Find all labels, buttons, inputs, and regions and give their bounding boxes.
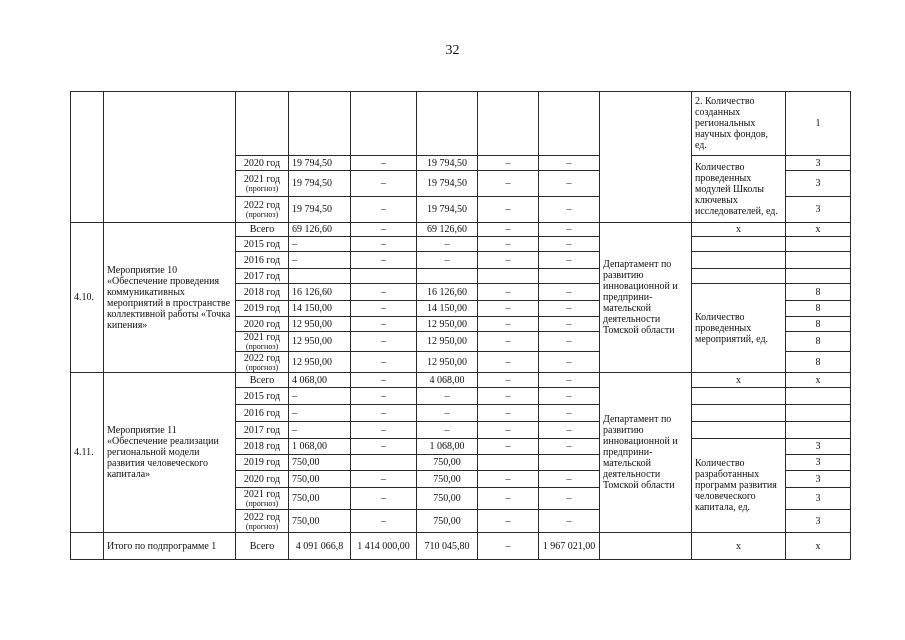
year-cell [236,269,289,284]
year-cell: Всего [236,223,289,237]
indicator-value: 3 [786,439,851,455]
year-cell [236,471,289,488]
indicator-value: 3 [786,488,851,510]
indicator-value: 8 [786,332,851,352]
amount-c5: – [539,488,600,510]
amount-total: 19 794,50 [289,156,351,171]
empty-cell [478,92,539,156]
year-cell [236,405,289,422]
amount-total: 14 150,00 [289,301,351,317]
forecast-label: (прогноз) [245,342,279,351]
indicator-value: 3 [786,156,851,171]
amount-c4: – [478,439,539,455]
amount-c2: – [351,422,417,439]
year-label: 2018 год [243,441,281,452]
amount-c5: – [539,284,600,301]
measure-name: Мероприятие 10 «Обеспечение проведения коммуникативных мероприятий в пространстве коллективной работы «Точка кипения» [104,223,236,373]
amount-c4: – [478,373,539,388]
amount-c4: – [478,301,539,317]
amount-total: 750,00 [289,455,351,471]
indicator-value: х [786,533,851,560]
amount-c4: – [478,488,539,510]
amount-c2: – [351,171,417,197]
year-cell [236,171,289,197]
amount-total: – [289,422,351,439]
year-cell [236,197,289,223]
amount-c3: 12 950,00 [417,317,478,332]
amount-c4: – [478,237,539,252]
amount-total: – [289,388,351,405]
amount-c3: 1 068,00 [417,439,478,455]
department-name: Департамент по развитию инновационной и предприни-мательской деятельности Томской области [600,223,692,373]
amount-c2: – [351,301,417,317]
forecast-label: (прогноз) [245,184,279,193]
year-label: 2022 год [243,511,281,523]
year-label: 2017 год [243,270,281,282]
amount-c2: – [351,223,417,237]
year-label: 2018 год [243,286,281,298]
year-cell [236,388,289,405]
amount-c4: – [478,171,539,197]
amount-c5: – [539,301,600,317]
amount-c2: 1 414 000,00 [351,533,417,560]
page-number: 32 [445,43,460,58]
amount-c5 [539,455,600,471]
measure-name: Мероприятие 11 «Обеспечение реализации региональной модели развития человеческого капитала» [104,373,236,533]
amount-total: 69 126,60 [289,223,351,237]
year-cell [236,156,289,171]
amount-total: – [289,237,351,252]
empty-cell [417,92,478,156]
year-cell [236,284,289,301]
empty-cell [289,92,351,156]
year-label: 2020 год [243,318,281,330]
amount-c3: 12 950,00 [417,332,478,352]
amount-c5: – [539,197,600,223]
empty-cell [786,252,851,269]
empty-cell [692,252,786,269]
amount-c3: 750,00 [417,488,478,510]
year-cell [236,252,289,269]
measure-number: 4.11. [71,373,104,533]
indicator-value: 8 [786,284,851,301]
year-label: 2020 год [243,473,281,485]
amount-c3: 69 126,60 [417,223,478,237]
indicator-value: 3 [786,197,851,223]
empty-cell [71,92,104,223]
forecast-label: (прогноз) [245,362,279,372]
amount-c5: – [539,317,600,332]
amount-c4: – [478,317,539,332]
year-cell [236,488,289,510]
amount-total: 750,00 [289,488,351,510]
indicator-value: 3 [786,455,851,471]
amount-c4: – [478,352,539,373]
year-label: 2016 год [243,254,281,266]
indicator-value: х [786,373,851,388]
amount-c5: – [539,439,600,455]
amount-c2 [351,269,417,284]
empty-cell [786,237,851,252]
amount-c4 [478,269,539,284]
year-cell [236,455,289,471]
amount-c2: – [351,471,417,488]
empty-cell [786,405,851,422]
amount-c2: – [351,352,417,373]
indicator-name: 2. Количество созданных региональных научных фондов, ед. [692,92,786,156]
amount-c2: – [351,156,417,171]
empty-cell [786,269,851,284]
year-cell [236,332,289,352]
year-label: 2022 год [243,200,281,211]
year-label: 2021 год [243,332,281,343]
amount-c4: – [478,332,539,352]
amount-total: 750,00 [289,510,351,533]
amount-total: 12 950,00 [289,332,351,352]
empty-cell [692,237,786,252]
indicator-name: х [692,533,786,560]
indicator-value: 3 [786,510,851,533]
amount-c2: – [351,284,417,301]
budget-table [70,91,851,560]
amount-c4: – [478,405,539,422]
year-cell [236,352,289,373]
amount-c3 [417,269,478,284]
amount-c4: – [478,388,539,405]
forecast-label: (прогноз) [245,521,279,531]
amount-c4: – [478,422,539,439]
amount-c2 [351,455,417,471]
amount-c3: 16 126,60 [417,284,478,301]
year-label: 2016 год [243,407,281,419]
amount-c5: – [539,252,600,269]
amount-c4: – [478,156,539,171]
empty-cell [786,422,851,439]
department-name: Департамент по развитию инновационной и предприни-мательской деятельности Томской области [600,373,692,533]
year-label: 2015 год [243,390,281,402]
empty-cell [692,405,786,422]
year-label: 2021 год [243,489,281,500]
year-cell [236,317,289,332]
amount-c3: 750,00 [417,455,478,471]
amount-total: 19 794,50 [289,171,351,197]
amount-total: 16 126,60 [289,284,351,301]
amount-c4 [478,455,539,471]
amount-c5: – [539,373,600,388]
amount-c2: – [351,405,417,422]
indicator-name: х [692,223,786,237]
amount-c3: 19 794,50 [417,156,478,171]
empty-cell [600,533,692,560]
empty-cell [104,92,236,223]
year-label: 2019 год [243,457,281,468]
amount-c5: – [539,171,600,197]
amount-c2: – [351,439,417,455]
year-cell: Всего [236,533,289,560]
year-cell [236,422,289,439]
empty-cell [786,388,851,405]
indicator-value: 1 [786,92,851,156]
table-row [71,373,851,388]
year-label: 2022 год [243,352,281,364]
year-cell [236,237,289,252]
indicator-name: Количество разработанных программ развития человеческого капитала, ед. [692,439,786,533]
amount-c3: 14 150,00 [417,301,478,317]
amount-c5: – [539,352,600,373]
measure-number: 4.10. [71,223,104,373]
empty-cell [692,269,786,284]
amount-total: 12 950,00 [289,352,351,373]
indicator-name: Количество проведенных модулей Школы ключевых исследователей, ед. [692,156,786,223]
amount-c4: – [478,533,539,560]
amount-c5: – [539,156,600,171]
amount-c2: – [351,332,417,352]
indicator-value: х [786,223,851,237]
amount-c3: – [417,405,478,422]
amount-total: 4 091 066,8 [289,533,351,560]
year-cell: Всего [236,373,289,388]
amount-total: 1 068,00 [289,439,351,455]
amount-total: – [289,405,351,422]
amount-c3: 4 068,00 [417,373,478,388]
indicator-name: х [692,373,786,388]
indicator-value: 8 [786,317,851,332]
amount-c2: – [351,488,417,510]
empty-cell [539,92,600,156]
year-label: 2015 год [243,238,281,250]
amount-c3: – [417,422,478,439]
amount-c5: – [539,422,600,439]
empty-cell [351,92,417,156]
amount-total: – [289,252,351,269]
amount-c3: – [417,237,478,252]
amount-total: 19 794,50 [289,197,351,223]
empty-cell [236,92,289,156]
amount-c3: 19 794,50 [417,197,478,223]
empty-cell [692,422,786,439]
amount-c4: – [478,510,539,533]
indicator-value: 3 [786,471,851,488]
amount-c5: – [539,388,600,405]
amount-c5: 1 967 021,00 [539,533,600,560]
amount-c2: – [351,373,417,388]
year-cell [236,439,289,455]
amount-c5 [539,269,600,284]
empty-cell [600,92,692,223]
amount-c5: – [539,471,600,488]
amount-c5: – [539,223,600,237]
forecast-label: (прогноз) [245,499,279,508]
amount-c2: – [351,252,417,269]
year-cell [236,510,289,533]
amount-c4: – [478,197,539,223]
indicator-value: 8 [786,352,851,373]
indicator-value: 3 [786,171,851,197]
amount-c3: 12 950,00 [417,352,478,373]
amount-c2: – [351,317,417,332]
amount-c2: – [351,197,417,223]
amount-c3: 750,00 [417,471,478,488]
year-label: 2019 год [243,303,281,314]
amount-c3: – [417,388,478,405]
amount-total [289,269,351,284]
year-label: 2017 год [243,424,281,436]
empty-cell [71,533,104,560]
year-cell [236,301,289,317]
amount-total: 12 950,00 [289,317,351,332]
year-label: 2020 год [243,157,281,169]
amount-c2: – [351,388,417,405]
amount-c5: – [539,332,600,352]
amount-c3: 750,00 [417,510,478,533]
amount-c4: – [478,284,539,301]
indicator-value: 8 [786,301,851,317]
total-label: Итого по подпрограмме 1 [104,533,236,560]
amount-c5: – [539,510,600,533]
amount-c2: – [351,510,417,533]
amount-c3: 19 794,50 [417,171,478,197]
amount-total: 4 068,00 [289,373,351,388]
amount-c3: 710 045,80 [417,533,478,560]
year-label: 2021 год [243,174,281,185]
amount-total: 750,00 [289,471,351,488]
table-row [71,533,851,560]
amount-c5: – [539,237,600,252]
table-row [71,223,851,237]
indicator-name: Количество проведенных мероприятий, ед. [692,284,786,373]
amount-c2: – [351,237,417,252]
amount-c5: – [539,405,600,422]
amount-c4: – [478,252,539,269]
amount-c4: – [478,471,539,488]
amount-c3: – [417,252,478,269]
amount-c4: – [478,223,539,237]
table-row [71,92,851,156]
forecast-label: (прогноз) [245,210,279,219]
empty-cell [692,388,786,405]
